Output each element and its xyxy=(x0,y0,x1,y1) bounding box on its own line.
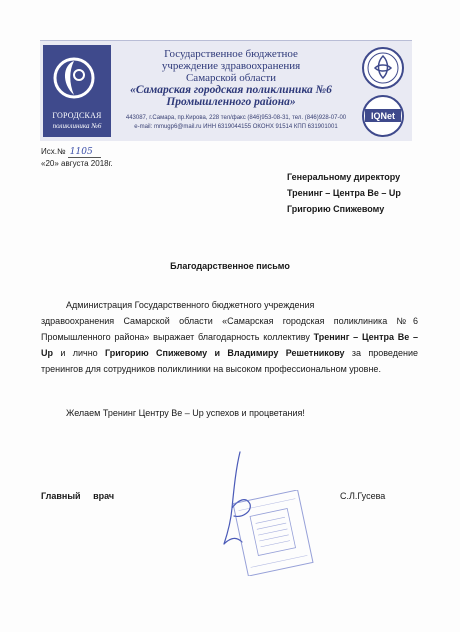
letterhead-title xyxy=(113,48,349,108)
letterhead-requisites: e-mail: mmugp6@mail.ru ИНН 6319044155 ОКОНХ 91514 КПП 631901001 xyxy=(134,124,338,130)
iso-seal-icon xyxy=(361,46,405,90)
outgoing-reference xyxy=(41,146,113,169)
logo-line2: поликлиника №6 xyxy=(52,122,102,130)
body-p1-a: здравоохранения Самарской области «Самарская городская поликлиника №6 Промышленного района» выражает благодарность коллективу xyxy=(41,316,418,342)
outgoing-number: 1105 xyxy=(68,147,101,158)
document-title: Благодарственное письмо xyxy=(170,261,290,271)
iqnet-logo-icon xyxy=(360,94,406,138)
addressee-line2: Тренинг – Центра Be – Up xyxy=(287,188,401,198)
letterhead-address: 443087, г.Самара, пр.Кирова, 228 тел/факс (846)953-08-31, тел. (846)928-07-00 xyxy=(125,115,347,121)
body-paragraph-1 xyxy=(41,313,418,377)
letterhead-contacts xyxy=(116,114,356,132)
signer-position: Главный врач xyxy=(41,491,115,501)
outgoing-date: «20» августа 2018г. xyxy=(41,159,113,168)
clinic-logo xyxy=(43,45,111,137)
clinic-stamp-icon xyxy=(232,490,314,576)
outgoing-prefix: Исх.№ xyxy=(41,147,66,156)
addressee-line3: Григорию Спижевому xyxy=(287,204,385,214)
letterhead-line5: Промышленного района» xyxy=(166,96,296,108)
body-p1-d: Григорию Спижевому и Владимиру Решетникову xyxy=(105,348,345,358)
letterhead-line3: Самарской области xyxy=(185,72,277,84)
addressee-block xyxy=(287,169,401,217)
iqnet-label: IQNet xyxy=(370,111,396,121)
body-p1-b: Тренинг – Центра Be – Up xyxy=(41,332,418,358)
body-paragraph-2: Желаем Тренинг Центру Be – Up успехов и процветания! xyxy=(66,408,305,418)
body-p1-e: за проведение тренингов для сотрудников поликлиники на высоком профессиональном уровне. xyxy=(41,348,418,374)
logo-line1: ГОРОДСКАЯ xyxy=(52,111,102,120)
body-p1-c: и лично xyxy=(53,348,106,358)
addressee-line1: Генеральному директору xyxy=(287,172,401,182)
letterhead-line1: Государственное бюджетное xyxy=(164,48,298,60)
letterhead-line4: «Самарская городская поликлиника №6 xyxy=(130,84,332,96)
letterhead-line2: учреждение здравоохранения xyxy=(161,60,301,72)
body-paragraph-1-first-line: Администрация Государственного бюджетного учреждения xyxy=(66,300,315,310)
logo-ring-icon xyxy=(51,55,97,101)
signer-name: С.Л.Гусева xyxy=(340,491,386,501)
